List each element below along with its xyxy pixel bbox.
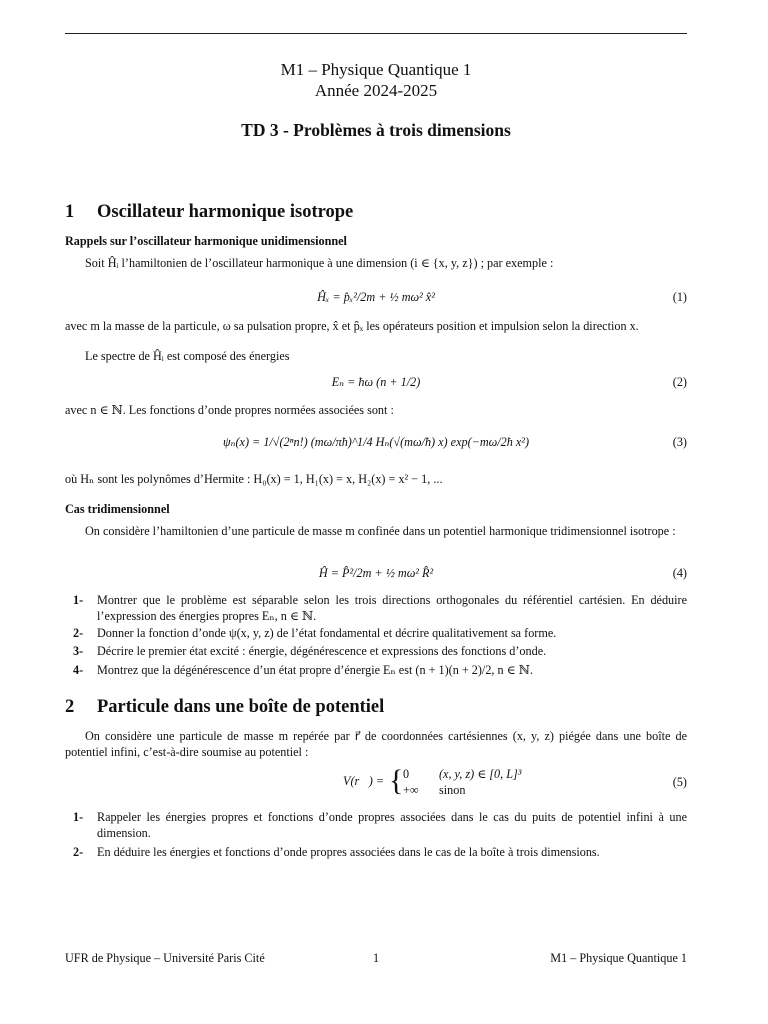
subsection-title: Cas tridimensionnel xyxy=(65,502,170,516)
question-label: 2- xyxy=(73,845,84,859)
case-value: 0 xyxy=(403,767,410,781)
question-text: En déduire les énergies et fonctions d’onde propres associées dans le cas de la boîte à trois dimensions. xyxy=(97,845,600,859)
case-condition: sinon xyxy=(439,783,466,797)
question-label: 1- xyxy=(73,593,84,607)
question-text: Rappeler les énergies propres et fonctions d’onde propres associées dans le cas du puits de potentiel infini à une dimension. xyxy=(97,810,687,840)
question-label: 2- xyxy=(73,626,84,640)
question-item xyxy=(65,844,687,860)
question-text: Décrire le premier état excité : énergie, dégénérescence et expressions des fonctions d’onde. xyxy=(97,644,547,658)
footer-left: UFR de Physique – Université Paris Cité xyxy=(65,951,265,965)
paragraph: où Hₙ sont les polynômes d’Hermite : H₀(x) = 1, H₁(x) = x, H₂(x) = x² − 1, ... xyxy=(65,472,443,486)
question-item xyxy=(65,625,687,641)
equation-3 xyxy=(65,426,687,460)
question-item xyxy=(65,809,687,841)
question-text: Donner la fonction d’onde ψ(x, y, z) de l’état fondamental et décrire qualitativement sa forme. xyxy=(97,626,557,640)
question-text: Montrez que la dégénérescence d’un état propre d’énergie Eₙ est (n + 1)(n + 2)/2, n ∈ ℕ. xyxy=(97,663,533,677)
course-title: M1 – Physique Quantique 1 xyxy=(280,60,472,79)
paragraph: avec n ∈ ℕ. Les fonctions d’onde propres normées associées sont : xyxy=(65,403,394,417)
academic-year: Année 2024-2025 xyxy=(314,81,438,100)
equation-number: (5) xyxy=(672,775,687,789)
paragraph: Le spectre de Ĥᵢ est composé des énergies xyxy=(85,349,290,363)
section-1-heading xyxy=(65,202,353,223)
question-label: 1- xyxy=(73,810,84,824)
equation-body: Ĥₓ = p̂ₓ²/2m + ½ mω² x̂² xyxy=(317,290,435,304)
section-title: Oscillateur harmonique isotrope xyxy=(97,202,354,222)
section-number: 2 xyxy=(65,697,75,717)
section-number: 1 xyxy=(65,202,75,222)
paragraph: On considère une particule de masse m repérée par r⃗ de coordonnées cartésiennes (x, y, z) piégée dans une boîte de potentiel infini, c’est-à-dire soumise au potentiel : xyxy=(65,729,687,759)
equation-2 xyxy=(65,370,687,404)
section-title: Particule dans une boîte de potentiel xyxy=(97,697,385,717)
question-text: Montrer que le problème est séparable selon les trois directions orthogonales du référentiel cartésien. En déduire l’expression des énergies propres Eₙ, n ∈ ℕ. xyxy=(97,593,687,623)
subsection-title: Rappels sur l’oscillateur harmonique unidimensionnel xyxy=(65,234,347,248)
paragraph: On considère l’hamiltonien d’une particule de masse m confinée dans un potentiel harmonique tridimensionnel isotrope : xyxy=(85,524,676,538)
page-number: 1 xyxy=(372,951,380,965)
question-label: 3- xyxy=(73,644,84,658)
case-value: +∞ xyxy=(403,783,419,797)
equation-body: Eₙ = ħω (n + 1/2) xyxy=(331,375,421,389)
equation-number: (2) xyxy=(672,375,687,389)
equation-body: ψₙ(x) = 1/√(2ⁿn!) (mω/πħ)^1/4 Hₙ(√(mω/ħ) x) exp(−mω/2ħ x²) xyxy=(222,435,530,449)
paragraph: avec m la masse de la particule, ω sa pulsation propre, x̂ et p̂ₓ les opérateurs position et impulsion selon la direction x. xyxy=(65,319,639,333)
equation-1 xyxy=(65,282,687,316)
equation-number: (4) xyxy=(672,566,687,580)
equation-4 xyxy=(65,558,687,592)
paragraph: Soit Ĥᵢ l’hamiltonien de l’oscillateur harmonique à une dimension (i ∈ {x, y, z}) ; par exemple : xyxy=(85,256,554,270)
question-item xyxy=(65,592,687,624)
case-condition: (x, y, z) ∈ [0, L]³ xyxy=(439,767,522,781)
question-item xyxy=(65,643,687,659)
equation-number: (1) xyxy=(672,290,687,304)
td-title: TD 3 - Problèmes à trois dimensions xyxy=(241,120,511,140)
equation-5 xyxy=(65,764,687,800)
question-item xyxy=(65,662,687,678)
equation-body: Ĥ = P̂²/2m + ½ mω² R̂² xyxy=(318,566,434,580)
question-label: 4- xyxy=(73,663,84,677)
equation-lhs: V(r⃗) = xyxy=(343,774,385,788)
equation-number: (3) xyxy=(672,435,687,449)
top-rule xyxy=(65,33,687,34)
section-2-heading xyxy=(65,697,384,718)
brace-icon: { xyxy=(389,764,404,797)
footer-right: M1 – Physique Quantique 1 xyxy=(550,951,687,965)
